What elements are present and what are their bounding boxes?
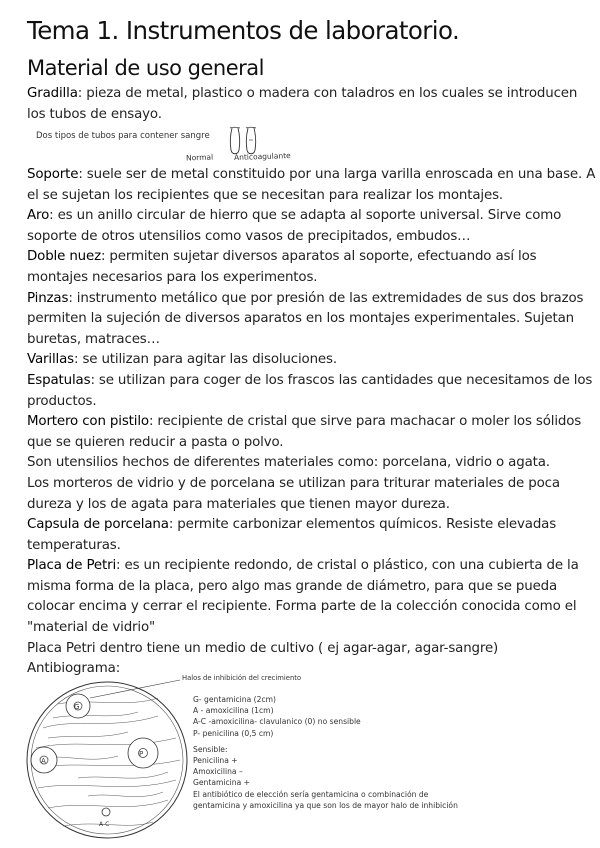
- term: Doble nuez: [27, 249, 101, 265]
- plate-letter: A-C: [99, 821, 110, 828]
- definition-item: [27, 247, 597, 288]
- definition-text: : instrumento metálico que por presión de las extremidades de sus dos brazos permiten la sujeción de diversos aparatos en los montajes experimentales. Sujetan buretas, matraces…: [27, 290, 584, 347]
- antibiogram-legend: [193, 694, 458, 811]
- term: Placa de Petri: [27, 558, 117, 574]
- definition-text: Los morteros de vidrio y de porcelana se utilizan para triturar materiales de poca dureza y los de agata para materiales que tienen mayor dureza.: [27, 475, 560, 512]
- sensible-item: Gentamicina +: [193, 778, 251, 788]
- definition-text: : suele ser de metal constituido por una larga varilla enroscada en una base. A el se sujetan los recipientes que se necesitan para realizar los montajes.: [27, 167, 596, 203]
- conclusion-line: El antibiótico de elección sería gentamicina o combinación de: [193, 789, 429, 799]
- definition-text: : pieza de metal, plastico o madera con taladros en los cuales se introducen los tubos de ensayo.: [27, 86, 578, 122]
- term: Varillas: [27, 352, 74, 368]
- term: Soporte: [27, 167, 79, 182]
- definition-text: : se utilizan para agitar las disoluciones.: [73, 352, 337, 368]
- definition-text: : se utilizan para coger de los frascos las cantidades que necesitamos de los productos.: [27, 372, 593, 409]
- conclusion-line: gentamicina y amoxicilina ya que son los de mayor halo de inhibición: [193, 800, 458, 810]
- definition-text: : permiten sujetar diversos aparatos al soporte, efectuando así los montajes necesarios para los experimentos.: [27, 249, 537, 285]
- definition-item: [27, 289, 597, 351]
- section-title: Material de uso general: [27, 56, 265, 80]
- plate-letter: P: [139, 750, 144, 758]
- definition-item: [27, 350, 597, 371]
- definition-item: [27, 639, 597, 660]
- inhibition-halo-label: Halos de inhibición del crecimiento: [182, 674, 302, 682]
- term: Gradilla: [27, 86, 78, 101]
- definition-item: [27, 515, 597, 556]
- definition-item: [27, 412, 597, 453]
- tubes-caption: Dos tipos de tubos para contener sangre: [36, 131, 210, 141]
- definition-item: [27, 165, 597, 206]
- legend-item: A - amoxicilina (1cm): [193, 706, 274, 716]
- tube-label-normal: Normal: [185, 152, 214, 163]
- term: Espatulas: [27, 372, 91, 388]
- tube-label-anticoagulante: Anticoagulante: [233, 151, 291, 162]
- tubes-sketch: [180, 122, 340, 170]
- sensible-title: Sensible:: [193, 744, 228, 754]
- sensible-item: Penicilina +: [193, 756, 238, 766]
- definition-text: : recipiente de cristal que sirve para machacar o moler los sólidos que se quieren reducir a pasta o polvo.: [27, 414, 582, 450]
- legend-item: P- penicilina (0,5 cm): [193, 728, 274, 738]
- definition-text: : es un recipiente redondo, de cristal o plástico, con una cubierta de la misma forma de la placa, pero algo mas grande de diámetro, para que se pueda colocar encima y cerrar el recipiente. Forma parte de la colección conocida como el "material de vidrio": [27, 558, 579, 636]
- term: Pinzas: [27, 290, 69, 306]
- term: Capsula de porcelana: [27, 517, 169, 533]
- definition-item: [27, 206, 597, 247]
- plate-letter: A: [41, 757, 46, 765]
- petri-dish-sketch: [18, 668, 196, 846]
- term: Aro: [27, 208, 50, 224]
- definition-text: Placa Petri dentro tiene un medio de cultivo ( ej agar-agar, agar-sangre): [27, 640, 499, 656]
- legend-item: A-C -amoxicilina- clavulanico (0) no sensible: [193, 717, 361, 727]
- legend-item: G- gentamicina (2cm): [193, 695, 276, 704]
- definitions-list: [27, 165, 597, 680]
- definition-text: : permite carbonizar elementos químicos. Resiste elevadas temperaturas.: [27, 517, 557, 553]
- plate-letter: G: [74, 703, 80, 711]
- definition-text: Antibiograma:: [27, 661, 121, 677]
- definition-text: Son utensilios hechos de diferentes materiales como: porcelana, vidrio o agata.: [27, 455, 550, 471]
- term: Mortero con pistilo: [27, 414, 149, 430]
- definition-item: [27, 453, 597, 474]
- page-title: Tema 1. Instrumentos de laboratorio.: [27, 16, 460, 45]
- sensible-item: Amoxicilina –: [193, 767, 243, 777]
- definition-text: : es un anillo circular de hierro que se adapta al soporte universal. Sirve como soporte de otros utensilios como vasos de precipitados, embudos…: [27, 208, 562, 244]
- gradilla-paragraph: [27, 84, 597, 125]
- definition-item: [27, 474, 597, 515]
- definition-item: [27, 556, 597, 638]
- definition-item: [27, 371, 597, 412]
